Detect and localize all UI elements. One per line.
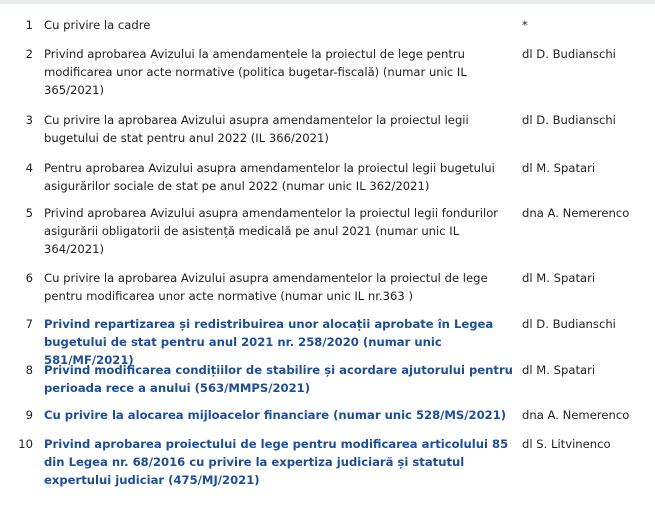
item-number: 1: [25, 18, 33, 32]
item-responsible: dna A. Nemerenco: [522, 206, 630, 220]
item-title: Pentru aprobarea Avizului asupra amendamentelor la proiectul legii bugetului asigurărilor sociale de stat pe anul 2022 (numar unic IL 362/2021): [44, 161, 495, 193]
item-responsible: dl M. Spatari: [522, 363, 596, 377]
agenda-row: [0, 159, 655, 204]
item-title-link[interactable]: Privind aprobarea proiectului de lege pentru modificarea articolului 85 din Legea nr. 68/2016 cu privire la expertiza judiciară și statutul expertului judiciar (475/MJ/2021): [44, 437, 509, 487]
agenda-row: [0, 315, 655, 367]
agenda-table: [0, 16, 655, 495]
item-responsible: *: [522, 18, 528, 32]
item-number: 8: [25, 363, 33, 377]
item-title: Cu privire la aprobarea Avizului asupra amendamentelor la proiectul de lege pentru modificarea unor acte normative (numar unic IL nr.363 ): [44, 271, 488, 303]
agenda-row: [0, 204, 655, 269]
item-title: Cu privire la cadre: [44, 18, 151, 32]
item-responsible: dl M. Spatari: [522, 161, 596, 175]
agenda-row: [0, 16, 655, 45]
item-title-link[interactable]: Cu privire la alocarea mijloacelor financiare (numar unic 528/MS/2021): [44, 408, 507, 422]
item-title: Privind aprobarea Avizului asupra amendamentelor la proiectul legii fondurilor asigurării obligatorii de asistență medicală pe anul 2021 (numar unic IL 364/2021): [44, 206, 499, 256]
item-number: 4: [25, 161, 33, 175]
agenda-row: [0, 406, 655, 435]
item-responsible: dl M. Spatari: [522, 271, 596, 285]
item-number: 2: [25, 47, 33, 61]
agenda-row: [0, 45, 655, 111]
item-number: 9: [25, 408, 33, 422]
item-number: 10: [18, 437, 33, 451]
item-title: Privind aprobarea Avizului la amendamentele la proiectul de lege pentru modificarea unor acte normative (politica bugetar-fiscală) (numar unic IL 365/2021): [44, 47, 467, 97]
item-responsible: dl D. Budianschi: [522, 47, 616, 61]
agenda-row: [0, 435, 655, 495]
item-number: 6: [25, 271, 33, 285]
item-number: 5: [25, 206, 33, 220]
agenda-row: [0, 111, 655, 159]
item-number: 7: [25, 317, 33, 331]
agenda-row: [0, 269, 655, 315]
agenda-row: [0, 361, 655, 406]
item-responsible: dl D. Budianschi: [522, 113, 616, 127]
item-number: 3: [25, 113, 33, 127]
item-title: Cu privire la aprobarea Avizului asupra amendamentelor la proiectul legii bugetului de stat pentru anul 2022 (IL 366/2021): [44, 113, 469, 145]
top-divider: [0, 0, 655, 4]
item-responsible: dna A. Nemerenco: [522, 408, 630, 422]
item-title-link[interactable]: Privind repartizarea și redistribuirea unor alocații aprobate în Legea bugetului de stat pentru anul 2021 nr. 258/2020 (numar unic 581/MF/2021): [44, 317, 494, 367]
item-title-link[interactable]: Privind modificarea condițiilor de stabilire și acordare ajutorului pentru perioada rece a anului (563/MMPS/2021): [44, 363, 513, 395]
item-responsible: dl S. Litvinenco: [522, 437, 611, 451]
item-responsible: dl D. Budianschi: [522, 317, 616, 331]
